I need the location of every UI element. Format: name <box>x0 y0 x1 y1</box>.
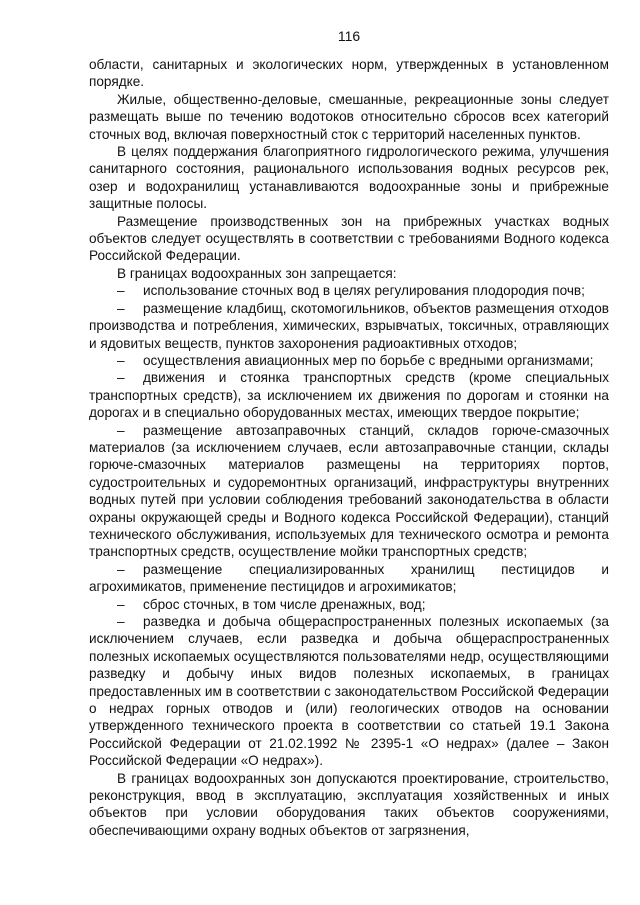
page-number: 116 <box>337 28 361 44</box>
list-item <box>89 422 609 561</box>
list-item-text: использование сточных вод в целях регулирования плодородия почв; <box>143 283 585 299</box>
document-body <box>89 56 609 839</box>
list-bullet: – <box>117 352 125 368</box>
list-bullet: – <box>117 561 125 577</box>
paragraph: В границах водоохранных зон запрещается: <box>117 265 397 281</box>
list-item <box>89 613 609 770</box>
list-bullet: – <box>117 614 125 629</box>
list-item <box>89 596 609 613</box>
list-bullet: – <box>117 596 125 612</box>
paragraph: области, санитарных и экологических норм, утвержденных в установленном порядке. <box>89 57 609 90</box>
paragraph: Размещение производственных зон на прибрежных участках водных объектов следует осуществлять в соответствии с требованиями Водного кодекса Российской Федерации. <box>89 213 609 264</box>
list-item-text: размещение специализированных хранилищ пестицидов и агрохимикатов, применение пестицидов и агрохимикатов; <box>89 561 609 595</box>
list-bullet: – <box>117 283 125 299</box>
list-item-text: движения и стоянка транспортных средств (кроме специальных транспортных средств), за исключением их движения по дорогам и стоянки на дорогах и в специально оборудованных местах, имеющих твердое покрытие; <box>89 370 609 421</box>
paragraph: Жилые, общественно-деловые, смешанные, рекреационные зоны следует размещать выше по течению водотоков относительно сбросов всех категорий сточных вод, включая поверхностный сток с территорий населенных пунктов. <box>89 91 609 142</box>
paragraph: В целях поддержания благоприятного гидрологического режима, улучшения санитарного состояния, рационального использования водных ресурсов рек, озер и водохранилищ устанавливаются водоохранные зоны и прибрежные защитные полосы. <box>89 144 609 212</box>
list-item-text: осуществления авиационных мер по борьбе с вредными организмами; <box>143 352 594 368</box>
list-bullet: – <box>117 422 125 438</box>
list-item-text: сброс сточных, в том числе дренажных, вод; <box>143 596 426 612</box>
list-item <box>89 369 609 421</box>
list-item-text: разведка и добыча общераспространенных полезных ископаемых (за исключением случаев, если разведка и добыча общераспространенных полезных ископаемых осуществляются пользователями недр, осуществляющими разведку и добычу иных видов полезных ископаемых, в границах предоставленных им в соответствии с законодательством Российской Федерации о недрах горных отводов и (или) геологических отводов на основании утвержденного технического проекта в соответствии со статьей 19.1 Закона Российской Федерации от 21.02.1992 № 2395-1 «О недрах» (далее – Закон Российской Федерации «О недрах»). <box>89 614 609 769</box>
list-item <box>89 352 609 369</box>
list-item <box>89 282 609 299</box>
list-item <box>89 300 609 352</box>
paragraph: В границах водоохранных зон допускаются проектирование, строительство, реконструкция, ввод в эксплуатацию, эксплуатация хозяйственных и иных объектов при условии оборудования таких объектов сооружениями, обеспечивающими охрану водных объектов от загрязнения, <box>89 770 609 838</box>
list-item <box>89 561 609 596</box>
list-item-text: размещение кладбищ, скотомогильников, объектов размещения отходов производства и потребления, химических, взрывчатых, токсичных, отравляющих и ядовитых веществ, пунктов захоронения радиоактивных отходов; <box>89 300 609 351</box>
document-page <box>89 28 609 839</box>
list-bullet: – <box>117 300 125 316</box>
list-item-text: размещение автозаправочных станций, складов горюче-смазочных материалов (за исключением случаев, если автозаправочные станции, склады горюче-смазочных материалов размещены на территориях портов, судостроительных и судоремонтных организаций, инфраструктуры внутренних водных путей при условии соблюдения требований законодательства в области охраны окружающей среды и Водного кодекса Российской Федерации), станций технического обслуживания, используемых для технического осмотра и ремонта транспортных средств, осуществление мойки транспортных средств; <box>89 422 609 560</box>
list-bullet: – <box>117 370 125 386</box>
